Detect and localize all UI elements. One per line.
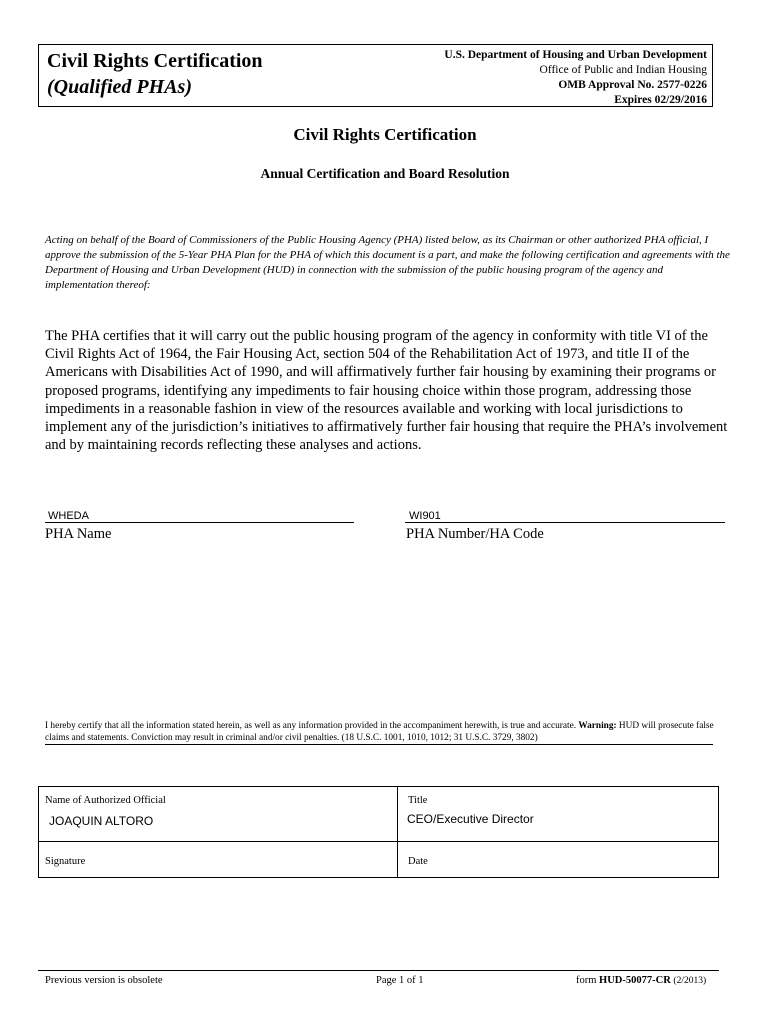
pha-name-field[interactable]: WHEDA	[48, 510, 89, 522]
certification-body: The PHA certifies that it will carry out the public housing program of the agency in conformity with title VI of the Civil Rights Act of 1964, the Fair Housing Act, section 504 of the Rehabilitation Act of 1973, and title II of the Americans with Disabilities Act of 1990, and will affirmatively further fair housing by examining their programs or proposed programs, identifying any impediments to fair housing choice within those program, addressing those impediments in a reasonable fashion in view of the resources available and working with local jurisdictions to implement any of the jurisdiction’s initiatives to affirmatively further fair housing that require the PHA’s involvement and by maintaining records reflecting these analyses and actions.	[45, 328, 728, 454]
expiration-date: Expires 02/29/2016	[614, 94, 707, 106]
document-subtitle: Annual Certification and Board Resolution	[260, 166, 510, 181]
official-box-vertical-divider	[397, 787, 398, 877]
intro-paragraph: Acting on behalf of the Board of Commissioners of the Public Housing Agency (PHA) listed below, as its Chairman or other authorized PHA official, I approve the submission of the 5-Year PHA Plan for the PHA of which this document is a part, and make the following certification and agreements with the Department of Housing and Urban Development (HUD) in connection with the submission of the public housing program of the agency and implementation thereof:	[45, 234, 730, 291]
footer-obsolete-note: Previous version is obsolete	[45, 975, 163, 986]
pha-number-label: PHA Number/HA Code	[406, 526, 544, 542]
omb-approval: OMB Approval No. 2577-0226	[558, 79, 707, 91]
agency-name: U.S. Department of Housing and Urban Development	[444, 49, 707, 61]
document-title: Civil Rights Certification	[293, 125, 477, 144]
official-name-field[interactable]: JOAQUIN ALTORO	[49, 814, 154, 828]
pha-name-label: PHA Name	[45, 526, 112, 542]
certification-underline	[45, 744, 713, 745]
office-name: Office of Public and Indian Housing	[539, 64, 707, 76]
signature-label: Signature	[45, 856, 86, 867]
pha-number-field[interactable]: WI901	[409, 510, 441, 522]
certification-statement	[45, 720, 715, 744]
certification-text: I hereby certify that all the information stated herein, as well as any information provided in the accompaniment herewith, is true and accurate.	[45, 721, 577, 731]
footer-form-id	[576, 975, 706, 986]
footer-form-date: (2/2013)	[673, 976, 707, 986]
footer-rule	[38, 970, 719, 971]
official-box	[38, 786, 719, 878]
footer-form-number: HUD-50077-CR	[599, 975, 671, 986]
official-title-label: Title	[408, 795, 428, 806]
header-agency-block	[444, 48, 707, 108]
date-label: Date	[408, 856, 428, 867]
official-title-field[interactable]: CEO/Executive Director	[407, 812, 534, 826]
pha-number-underline	[405, 522, 725, 523]
official-box-horizontal-divider	[39, 841, 718, 842]
official-name-label: Name of Authorized Official	[45, 795, 166, 806]
pha-name-underline	[45, 522, 354, 523]
footer-page-number: Page 1 of 1	[376, 975, 424, 986]
warning-text: HUD will prosecute false claims and statements. Conviction may result in criminal and/or civil penalties. (18 U.S.C. 1001, 1010, 1012; 31 U.S.C. 3729, 3802)	[45, 721, 714, 743]
form-title: Civil Rights Certification	[47, 50, 263, 72]
footer-form-prefix: form	[576, 975, 597, 986]
form-subtitle: (Qualified PHAs)	[47, 76, 192, 98]
warning-label: Warning:	[578, 721, 617, 731]
header-left	[47, 47, 263, 99]
header-box	[38, 44, 713, 107]
